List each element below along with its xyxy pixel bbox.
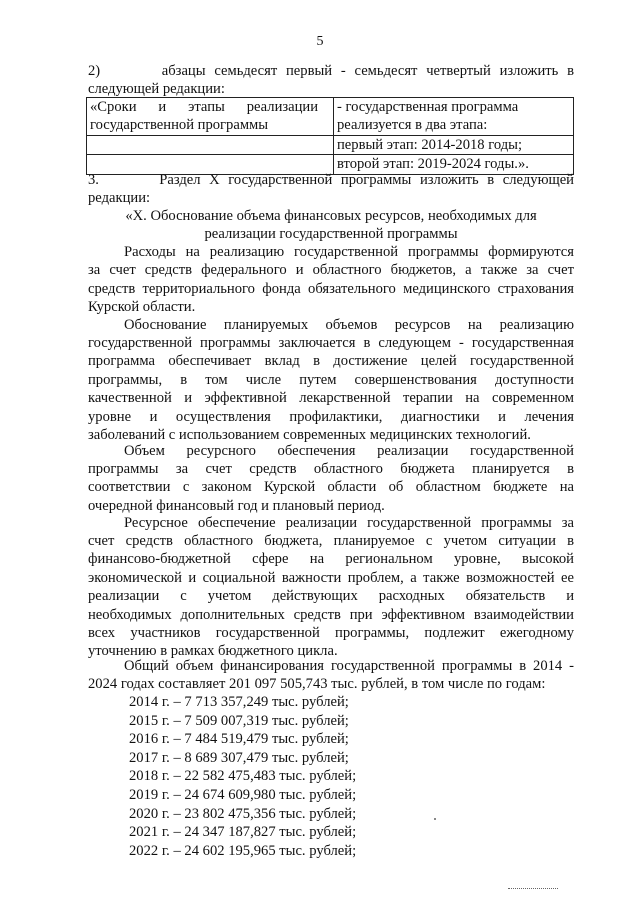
stages-table [86,97,574,175]
paragraph-line: Ресурсное обеспечение реализации государственной программы за [124,514,574,531]
paragraph-line: экономической и социальной важности проблем, а также возможностей ее [88,569,574,586]
table-cell-value-line-1: - государственная программа [337,99,519,115]
table-cell-second-stage: второй этап: 2019-2024 годы.». [334,155,574,174]
section-title-line-1: «X. Обоснование объема финансовых ресурсов, необходимых для [125,208,537,224]
paragraph-line: Обоснование планируемых объемов ресурсов на реализацию [124,316,574,333]
page-number: 5 [316,34,324,49]
list-item: 2015 г. – 7 509 007,319 тыс. рублей; [129,712,349,729]
paragraph-line: качественной и эффективной лекарственной терапии на современном [88,390,574,407]
list-item: 2018 г. – 22 582 475,483 тыс. рублей; [129,768,357,785]
list-item: 2021 г. – 24 347 187,827 тыс. рублей; [129,824,357,841]
paragraph-line: всех участников государственной программы, подлежит ежегодному [88,624,574,641]
paragraph-line: государственной программы заключается в следующем - государственная [88,334,574,351]
paragraph-line: за счет средств федерального и областного бюджетов, а также за счет [88,262,574,279]
paragraph-line: Расходы на реализацию государственной программы формируются [124,244,574,260]
table-cell-value [334,98,574,136]
table-row [87,98,574,136]
table-cell-value-line-2: реализуется в два этапа: [337,117,488,134]
scan-speck [434,818,436,820]
list-item: 2020 г. – 23 802 475,356 тыс. рублей; [129,805,357,822]
paragraph-line: программы, в том числе путем совершенствования доступности [88,371,574,388]
item-2-line-1: 2) абзацы семьдесят первый - семьдесят четвертый изложить в [88,63,574,79]
paragraph-line: уровне и осуществления профилактики, диагностики и лечения [88,408,574,425]
paragraph-line: 2024 годах составляет 201 097 505,743 тыс. рублей, в том числе по годам: [88,676,546,693]
list-item: 2016 г. – 7 484 519,479 тыс. рублей; [129,731,349,748]
paragraph-line: финансово-бюджетной сфере на региональном уровне, высокой [88,551,574,568]
paragraph-line: соответствии с законом Курской области об областном бюджете на [88,479,574,496]
item-2-line-2: следующей редакции: [88,81,225,97]
list-item: 2017 г. – 8 689 307,479 тыс. рублей; [129,749,349,766]
paragraph-line: Курской области. [88,299,196,316]
table-cell-first-stage: первый этап: 2014-2018 годы; [334,135,574,154]
paragraph-line: программа обеспечивает вклад в достижение целей государственной [88,353,574,370]
paragraph-line: необходимых дополнительных средств при эффективном взаимодействии [88,606,574,623]
list-item: 2022 г. – 24 602 195,965 тыс. рублей; [129,842,357,859]
paragraph-line: средств территориального фонда обязательного медицинского страхования [88,280,574,297]
paragraph-line: программы за счет средств областного бюджета планируется в [88,460,574,477]
table-cell-empty [87,135,334,154]
section-title-line-2: реализации государственной программы [204,226,458,242]
list-item: 2019 г. – 24 674 609,980 тыс. рублей; [129,787,357,803]
table-cell-label-line-1: «Сроки и этапы реализации [90,99,319,115]
paragraph-line: Общий объем финансирования государственной программы в 2014 - [124,658,574,674]
paragraph-line: очередной финансовый год и плановый период. [88,497,385,514]
paragraph-line: уточнению в рамках бюджетного цикла. [88,643,338,660]
paragraph-line: Объем ресурсного обеспечения реализации государственной [124,442,574,459]
paragraph-line: заболеваний с использованием современных медицинских технологий. [88,426,531,443]
table-row [87,135,574,154]
table-cell-label-line-2: государственной программы [90,117,269,134]
paragraph-line: реализации с учетом действующих расходных обязательств и [88,588,574,605]
paragraph-line: счет средств областного бюджета, планируемое с учетом ситуации в [88,532,574,549]
list-item: 2014 г. – 7 713 357,249 тыс. рублей; [129,694,349,710]
table-cell-label [87,98,334,136]
item-3-line-1: 3. Раздел X государственной программы изложить в следующей [88,172,574,188]
item-3-line-2: редакции: [88,190,151,206]
footer-dotted-line [508,888,558,889]
